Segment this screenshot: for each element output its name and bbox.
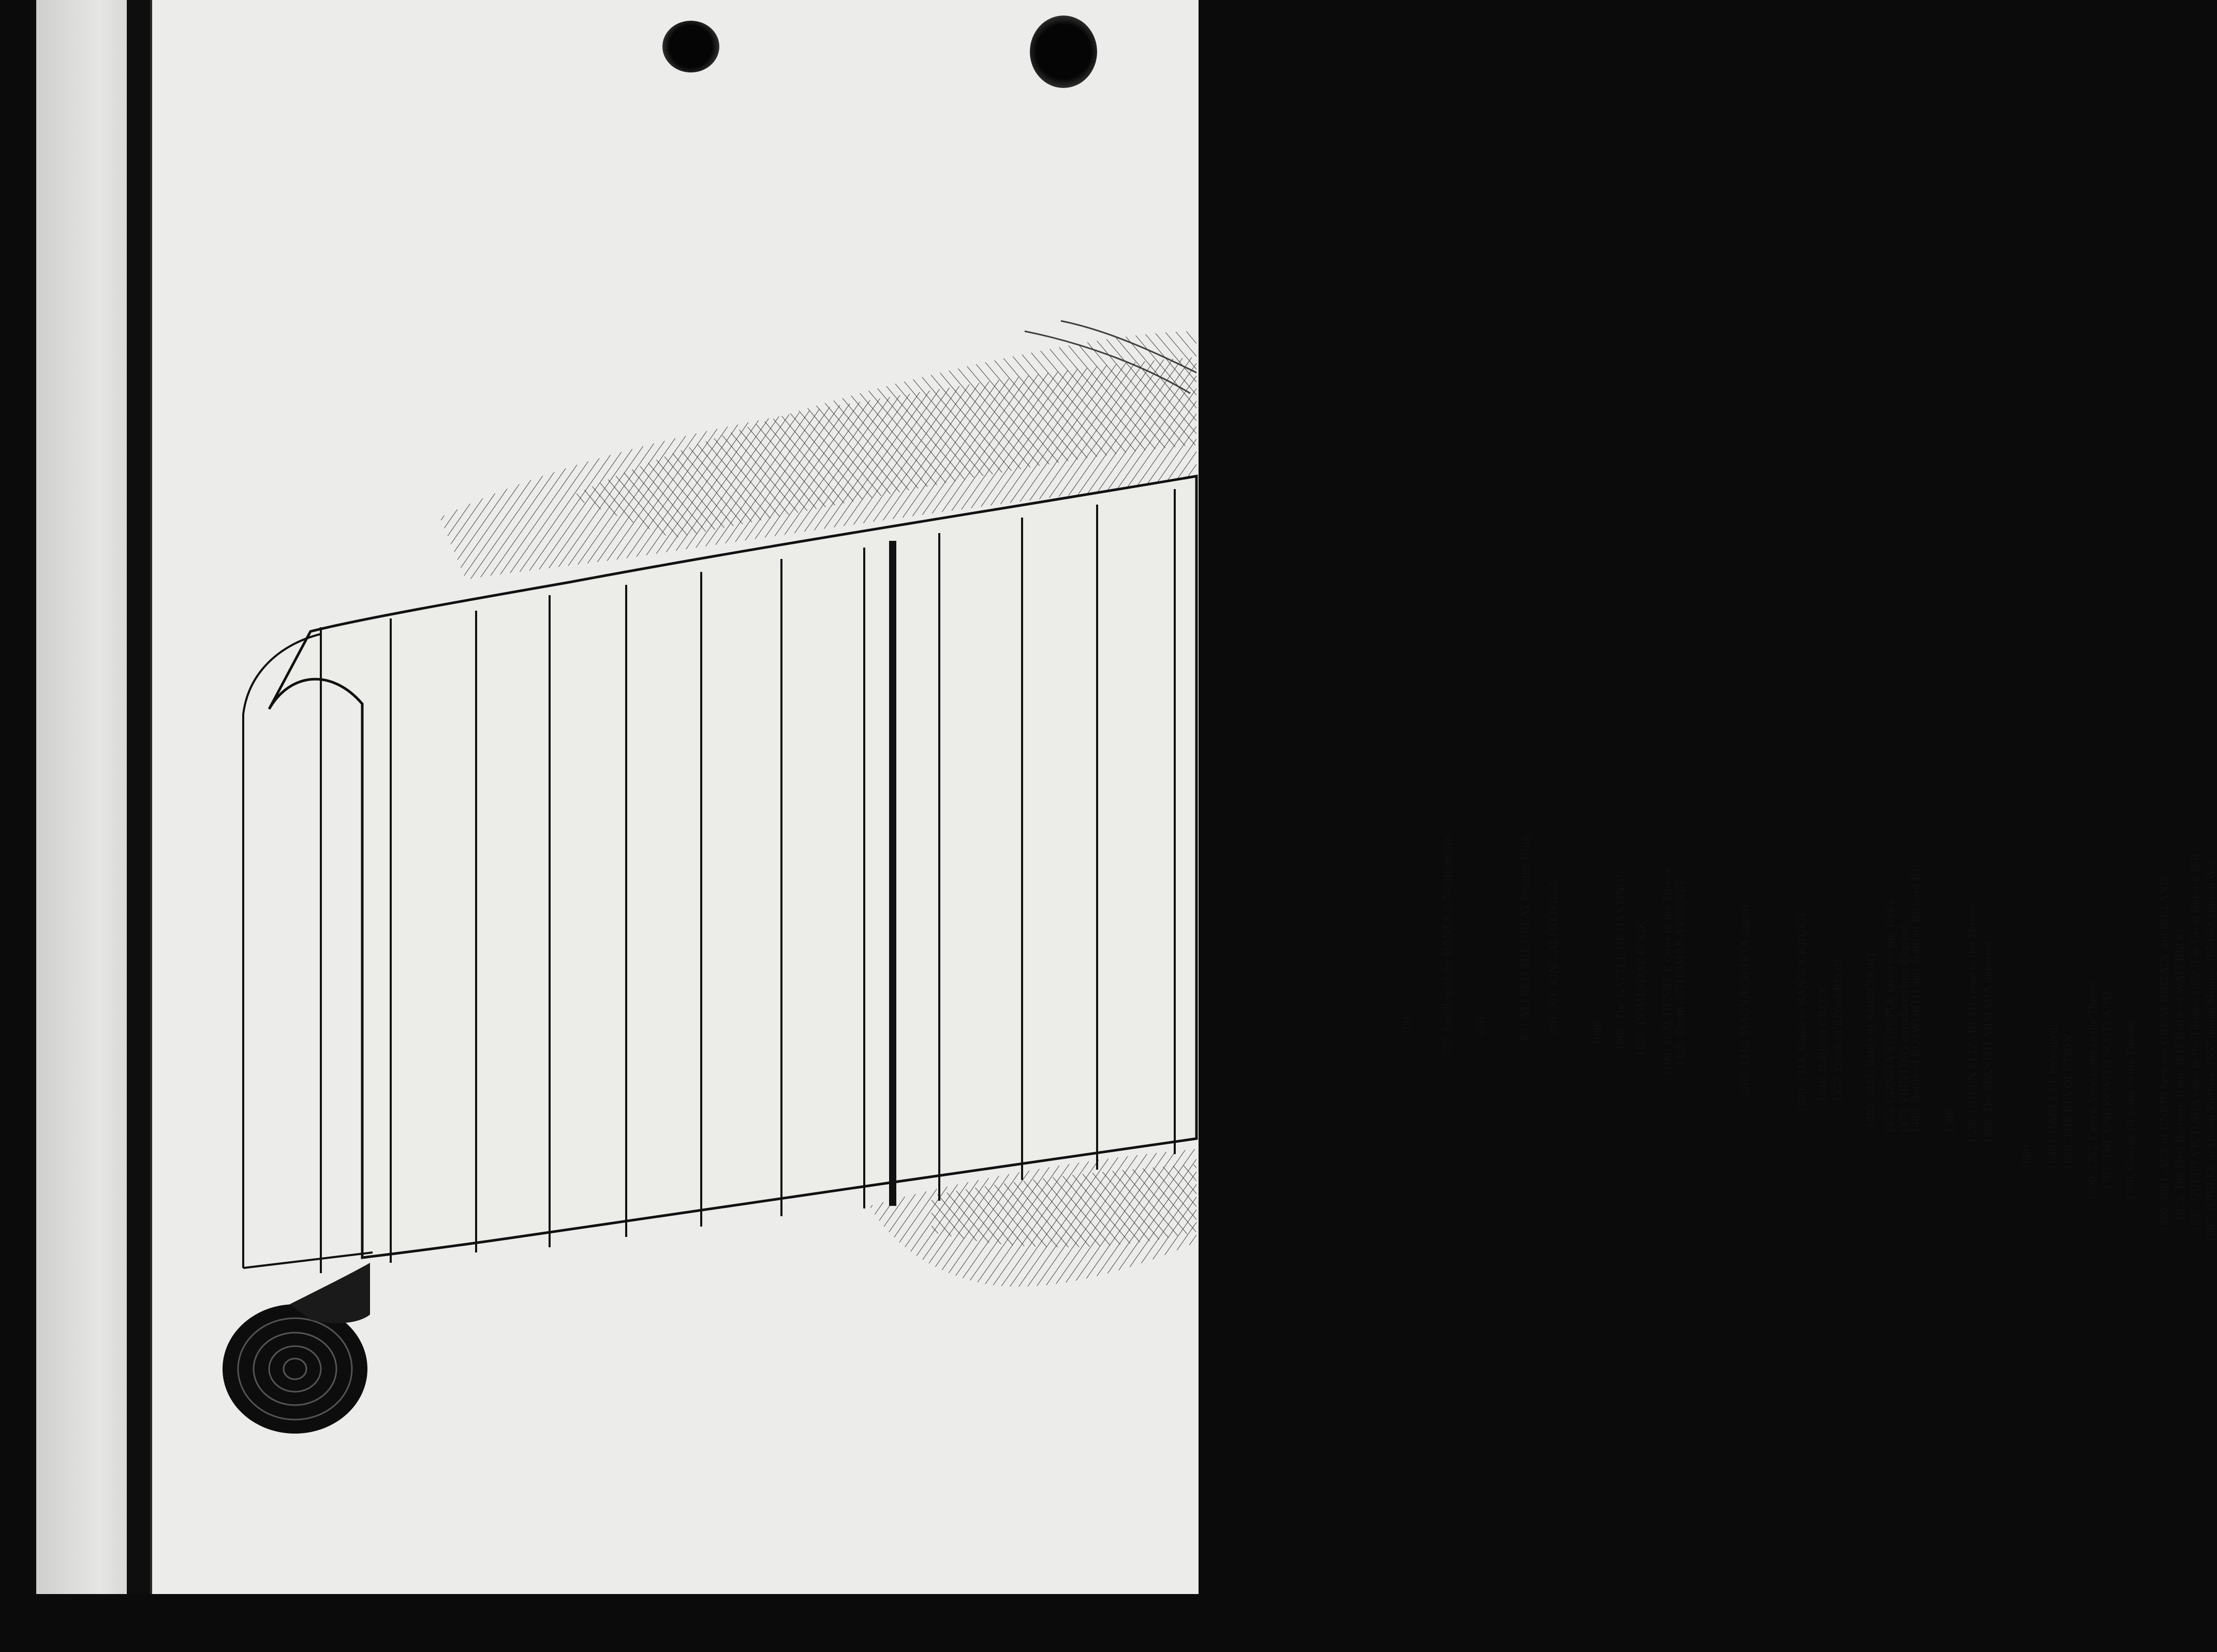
timeline-entry: [2047, 1024, 2059, 1170]
timeline-entry: [2062, 1031, 2074, 1170]
timeline-entry: [2021, 1142, 2033, 1170]
entry-text: 1800. 1801. ACT of UNION between GREAT BRITAIN and IRELAND.: [2157, 873, 2170, 1232]
entry-text: 1707. THE UNION WITH SCOTLAND.: [2101, 988, 2113, 1190]
entry-text: 1470. PRINTING introduced into England.: [1898, 921, 1911, 1133]
timeline-entry: [2189, 854, 2201, 1232]
entry-text: 1300. 1314. Battle of BANNOCKBURN.: [1795, 908, 1808, 1113]
timeline-entry: [1898, 921, 1910, 1133]
timeline-entry: [1816, 984, 1828, 1102]
timeline-entry: [2174, 928, 2185, 1221]
timeline-entry: [2205, 858, 2216, 1242]
timeline-entry: [2124, 1017, 2136, 1201]
timeline-entry: [1519, 833, 1531, 1040]
entry-text: 1485. Battle of BOSWORTH and death of Richard III.: [1909, 865, 1922, 1133]
entry-text: 1086. DOMESDAY BOOK.: [1635, 917, 1648, 1056]
timeline-entry: [1982, 938, 1994, 1144]
timeline-entry: [1441, 833, 1453, 1056]
timeline-entry: [1400, 1014, 1412, 1035]
entry-text: 1760. George III came to the Throne.: [2124, 1017, 2137, 1201]
entry-text: 871 ALFRED THE GREAT became King.: [1518, 832, 1531, 1040]
timeline-entry: [1475, 1017, 1487, 1035]
timeline-entry: [1674, 876, 1686, 1066]
timeline-entry: [1832, 955, 1844, 1102]
timeline-entry: [2158, 874, 2170, 1232]
entry-text: 1588. The SPANISH ARMADA defeated.: [1982, 938, 1994, 1144]
entry-text: 1825. The First Railway Train. 1815 Battle of WATERLOO: [2173, 928, 2186, 1221]
entry-text: 1558. QUEEN ELIZABETH came to the Throne.: [1966, 901, 1979, 1144]
timeline-entry: [1591, 1018, 1603, 1045]
timeline-entry: [1796, 909, 1808, 1113]
timeline-entry: [1910, 865, 1922, 1133]
timeline-entry: [1661, 864, 1673, 1076]
timeline-entry: [1967, 901, 1978, 1144]
timeline-entry: [1547, 878, 1559, 1035]
entry-text: 1887. JUBILEE of Queen Victoria. 1857.Indian Mutiny. 1854-6 Crimean War.: [2204, 858, 2217, 1242]
entry-text: 1200. 1215. MAGNA CHARTA signed.: [1738, 902, 1751, 1097]
entry-text: 1837. QUEEN VICTORIA came to the Throne. 1832. The Great Reform Bill: [2189, 853, 2201, 1232]
timeline-entry: [1884, 898, 1896, 1133]
timeline-entry: [1615, 868, 1627, 1051]
entry-text: 900. 901. KING ALFRED died.: [1547, 878, 1560, 1035]
timeline-entry: [1865, 949, 1876, 1128]
entry-text: 1372. Death of EDWARD III.: [1831, 955, 1844, 1102]
entry-text: 1453. CONSTANTINOPLE taken by the Turks.: [1883, 898, 1896, 1133]
timeline-entry: [1635, 917, 1647, 1056]
scroll-body: [269, 476, 1196, 1258]
entry-text: 1120. Death of THOMAS A'BECKET.: [1674, 876, 1687, 1066]
entry-text: 1700. 1702. Queen Anne came to the Throne.: [2086, 977, 2099, 1201]
timeline-entry: [1739, 902, 1751, 1097]
entry-text: 1400. 1415. Battle of AGINCOURT.: [1864, 948, 1877, 1128]
entry-text: 700.: [1399, 1013, 1412, 1035]
entry-text: 1066. The BATTLE OF HASTINGS.: [1614, 867, 1627, 1051]
entry-text: 1600.: [2020, 1142, 2033, 1170]
entry-text: 1346. Battle of CRECY.: [1816, 983, 1829, 1102]
timeline-entry: [2101, 989, 2113, 1190]
entry-text: 787. Landing of the DANES in Northumbria.: [1441, 833, 1454, 1056]
entry-text: 1688. THE REVOLUTION.: [2062, 1031, 2075, 1170]
entry-text: 1649 CHARLES I. beheaded.: [2046, 1024, 2059, 1170]
entry-text: 1100. 1100. HENRY I. came to the Throne.: [1661, 864, 1674, 1076]
entry-text: 1500.: [1943, 1105, 1956, 1133]
scroll-roll: [223, 1263, 370, 1434]
timeline-entry: [2087, 978, 2098, 1201]
entry-text: 1000.: [1591, 1017, 1604, 1045]
timeline-entry: [1943, 1106, 1955, 1133]
entry-text: 800: [1474, 1016, 1487, 1035]
